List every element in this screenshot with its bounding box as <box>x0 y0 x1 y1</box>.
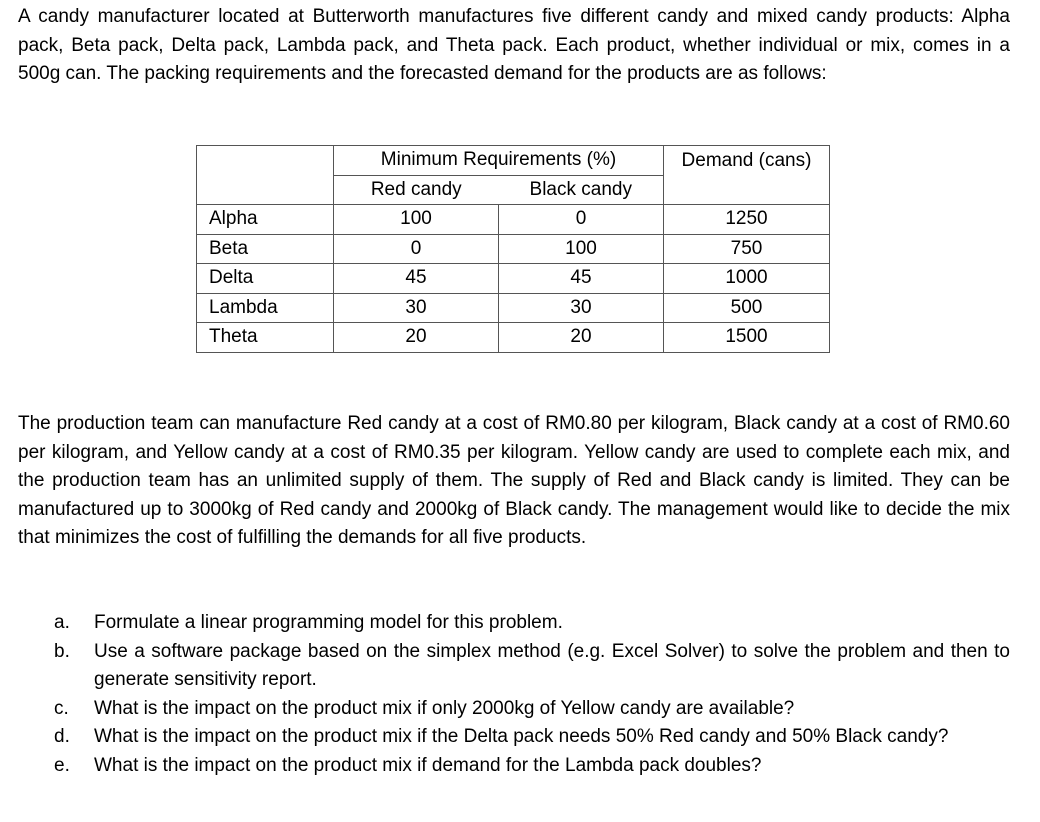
black-value: 30 <box>499 293 664 323</box>
product-name: Alpha <box>197 205 334 235</box>
red-value: 100 <box>334 205 499 235</box>
black-value: 0 <box>499 205 664 235</box>
black-value: 20 <box>499 323 664 353</box>
question-item <box>54 695 1010 724</box>
production-paragraph: The production team can manufacture Red candy at a cost of RM0.80 per kilogram, Black candy at a cost of RM0.60 per kilogram, and Yellow candy at a cost of RM0.35 per kilogram. Yellow candy are used to complete each mix, and the production team has an unlimited supply of them. The supply of Red and Black candy is limited. They can be manufactured up to 3000kg of Red candy and 2000kg of Black candy. The management would like to decide the mix that minimizes the cost of fulfilling the demands for all five products. <box>18 413 1010 548</box>
question-list <box>54 609 1010 780</box>
black-value: 45 <box>499 264 664 294</box>
intro-paragraph: A candy manufacturer located at Butterworth manufactures five different candy and mixed candy products: Alpha pack, Beta pack, Delta pack, Lambda pack, and Theta pack. Each product, whether individual or mix, comes in a 500g can. The packing requirements and the forecasted demand for the products are as follows: <box>18 6 1010 84</box>
demand-value: 1000 <box>664 264 830 294</box>
question-marker: e. <box>54 754 70 776</box>
table-row <box>197 205 830 235</box>
question-text: Use a software package based on the simplex method (e.g. Excel Solver) to solve the problem and then to generate sensitivity report. <box>94 640 1010 690</box>
product-name: Lambda <box>197 293 334 323</box>
demand-value: 500 <box>664 293 830 323</box>
demand-header-spacer <box>664 175 830 205</box>
question-item <box>54 609 1010 638</box>
product-name: Delta <box>197 264 334 294</box>
black-candy-header: Black candy <box>499 175 664 205</box>
product-name: Beta <box>197 234 334 264</box>
table-header-row <box>197 146 830 176</box>
demand-value: 750 <box>664 234 830 264</box>
red-value: 20 <box>334 323 499 353</box>
table-row <box>197 264 830 294</box>
demand-header: Demand (cans) <box>664 146 830 176</box>
red-value: 0 <box>334 234 499 264</box>
red-value: 45 <box>334 264 499 294</box>
question-item <box>54 752 1010 781</box>
requirements-table <box>196 145 830 353</box>
demand-value: 1250 <box>664 205 830 235</box>
question-marker: b. <box>54 640 70 662</box>
question-text: What is the impact on the product mix if demand for the Lambda pack doubles? <box>94 754 762 776</box>
question-text: What is the impact on the product mix if only 2000kg of Yellow candy are available? <box>94 697 795 719</box>
question-marker: c. <box>54 697 69 719</box>
product-name: Theta <box>197 323 334 353</box>
question-text: What is the impact on the product mix if the Delta pack needs 50% Red candy and 50% Black candy? <box>94 726 949 747</box>
table-corner-cell <box>197 175 334 205</box>
demand-value: 1500 <box>664 323 830 353</box>
table-subheader-row <box>197 175 830 205</box>
red-value: 30 <box>334 293 499 323</box>
table-row <box>197 293 830 323</box>
table-row <box>197 234 830 264</box>
red-candy-header: Red candy <box>334 175 499 205</box>
question-item <box>54 638 1010 695</box>
table-row <box>197 323 830 353</box>
question-marker: d. <box>54 726 70 747</box>
question-text: Formulate a linear programming model for this problem. <box>94 612 563 633</box>
question-item <box>54 723 1010 752</box>
min-requirements-header: Minimum Requirements (%) <box>334 146 664 176</box>
table-corner-cell <box>197 146 334 176</box>
black-value: 100 <box>499 234 664 264</box>
question-marker: a. <box>54 612 70 633</box>
